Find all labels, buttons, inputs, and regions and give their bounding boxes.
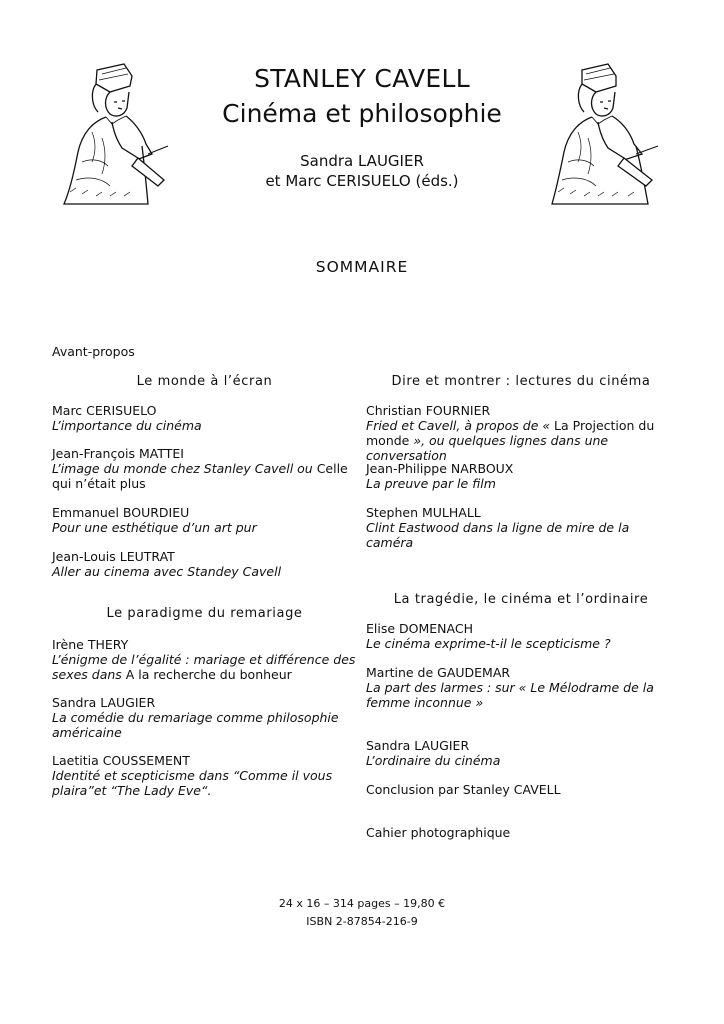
editor-line-1: Sandra LAUGIER [300,152,424,170]
entry-title: Identité et scepticisme dans “Comme il vous plaira”et “The Lady Eve“. [52,768,333,798]
toc-entry [366,738,676,768]
toc-entry [52,505,357,535]
toc-entry [366,665,676,710]
toc-entry [366,505,676,550]
entry-title: Pour une esthétique d’un art pur [52,520,257,535]
toc-entry [366,461,676,491]
entry-title: Clint Eastwood dans la ligne de mire de la caméra [366,520,630,550]
entry-title: L’importance du cinéma [52,418,202,433]
entry-author: Marc CERISUELO [52,403,157,418]
left-column [52,374,357,814]
entry-title: Aller au cinema avec Standey Cavell [52,564,282,579]
book-subtitle: Cinéma et philosophie [222,99,502,128]
toc-entry [52,695,357,740]
toc-entry [52,403,357,433]
entry-title: Fried et Cavell, à propos de « La Projection du monde », ou quelques lignes dans une conversation [366,418,655,463]
section-heading-remariage: Le paradigme du remariage [106,606,303,621]
entry-title: La preuve par le film [366,476,496,491]
isbn: ISBN 2-87854-216-9 [306,915,418,928]
entry-author: Martine de GAUDEMAR [366,665,511,680]
toc-entry [52,637,357,682]
sommaire-heading: SOMMAIRE [315,258,409,276]
entry-title: L’image du monde chez Stanley Cavell ou Celle qui n’était plus [52,461,348,491]
entry-title: L’ordinaire du cinéma [366,753,501,768]
entry-title: Le cinéma exprime-t-il le scepticisme ? [366,636,611,651]
toc-entry [52,549,357,579]
entry-author: Irène THERY [52,637,129,652]
right-column [366,374,676,854]
entry-title: L’énigme de l’égalité : mariage et différence des sexes dans A la recherche du bonheur [52,652,356,682]
entry-author: Jean-François MATTEI [52,446,184,461]
book-title: STANLEY CAVELL [254,64,470,93]
toc-entry [366,621,676,651]
entry-author: Laetitia COUSSEMENT [52,753,190,768]
section-heading-tragedie: La tragédie, le cinéma et l’ordinaire [393,592,649,607]
entry-author: Jean-Philippe NARBOUX [366,461,514,476]
entry-author: Jean-Louis LEUTRAT [52,549,175,564]
entry-title: La part des larmes : sur « Le Mélodrame de la femme inconnue » [366,680,654,710]
book-specs: 24 x 16 – 314 pages – 19,80 € [278,897,446,910]
entry-author: Emmanuel BOURDIEU [52,505,190,520]
entry-title: La comédie du remariage comme philosophie américaine [52,710,339,740]
section-heading-monde: Le monde à l’écran [136,374,273,389]
section-heading-dire-montrer: Dire et montrer : lectures du cinéma [391,374,651,389]
entry-author: Sandra LAUGIER [366,738,470,753]
toc-entry [366,403,676,463]
entry-author: Sandra LAUGIER [52,695,156,710]
cahier-photographique: Cahier photographique [366,825,511,840]
avant-propos: Avant-propos [52,344,135,359]
editor-line-2: et Marc CERISUELO (éds.) [265,172,459,190]
toc-entry [52,753,357,798]
conclusion: Conclusion par Stanley CAVELL [366,782,561,797]
toc-entry [52,446,357,491]
entry-author: Elise DOMENACH [366,621,473,636]
entry-author: Stephen MULHALL [366,505,481,520]
entry-author: Christian FOURNIER [366,403,491,418]
